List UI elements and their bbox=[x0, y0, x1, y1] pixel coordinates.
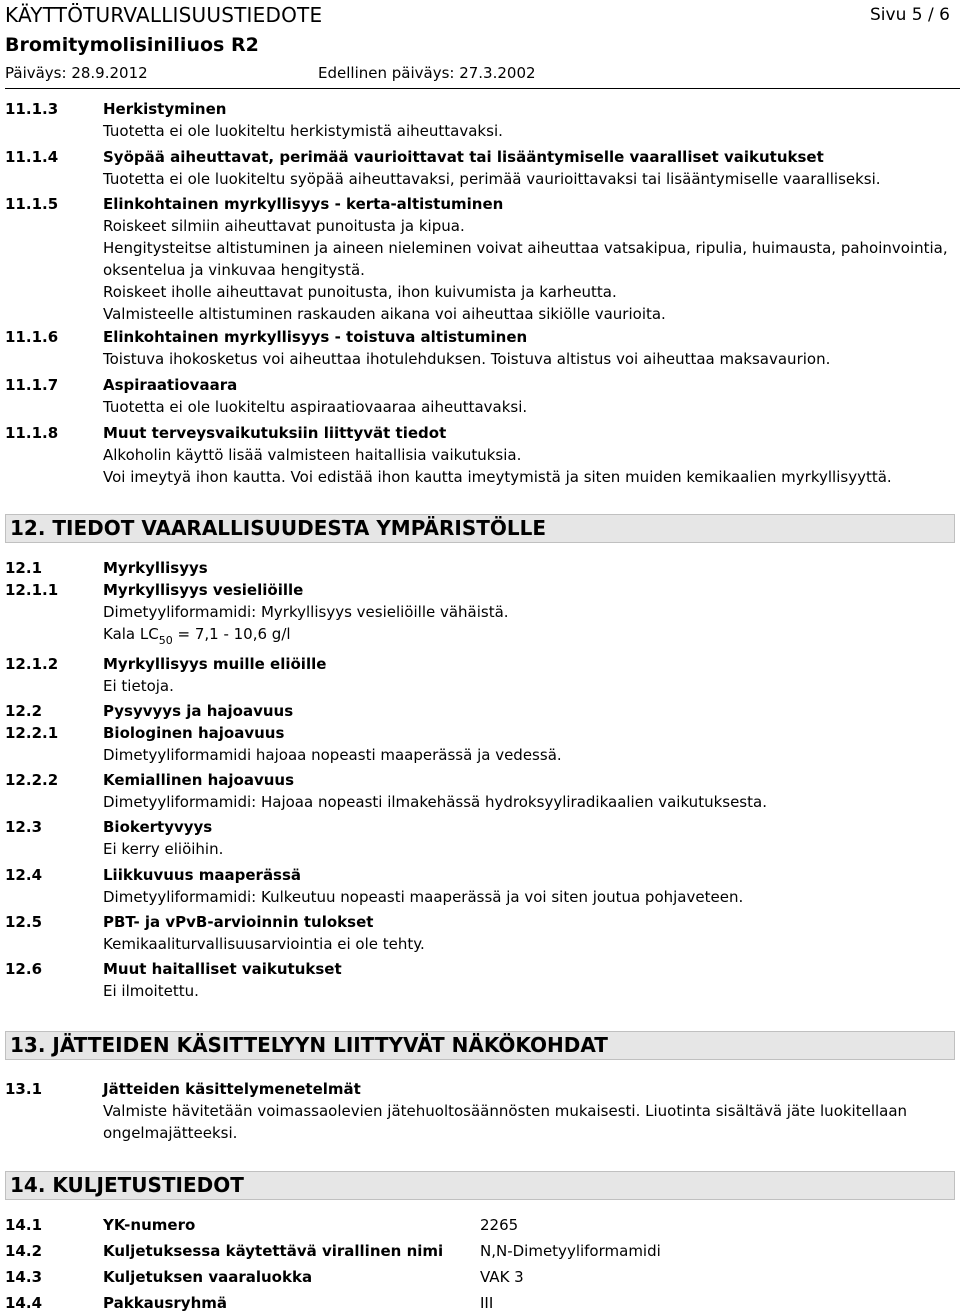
section-title: Myrkyllisyys muille eliöille bbox=[103, 655, 327, 673]
section-text: Dimetyyliformamidi: Myrkyllisyys vesieliöille vähäistä. bbox=[103, 603, 509, 621]
section-11-1-8 bbox=[5, 422, 956, 488]
section-text: Dimetyyliformamidi: Kulkeutuu nopeasti maaperässä ja voi siten joutua pohjaveteen. bbox=[103, 888, 744, 906]
section-12-5 bbox=[5, 911, 956, 955]
page-number: Sivu 5 / 6 bbox=[870, 5, 950, 25]
section-title: Biokertyvyys bbox=[103, 818, 213, 836]
section-13-1 bbox=[5, 1078, 956, 1144]
section-number: 12.6 bbox=[5, 960, 43, 978]
transport-value: 2265 bbox=[480, 1216, 519, 1234]
section-number: 11.1.6 bbox=[5, 328, 59, 346]
transport-number: 14.4 bbox=[5, 1294, 43, 1312]
section-12-heading: 12. TIEDOT VAARALLISUUDESTA YMPÄRISTÖLLE bbox=[5, 514, 955, 543]
transport-value: N,N-Dimetyyliformamidi bbox=[480, 1242, 661, 1260]
lc50-value bbox=[103, 623, 956, 647]
transport-value: VAK 3 bbox=[480, 1268, 524, 1286]
section-text: Tuotetta ei ole luokiteltu aspiraatiovaaraa aiheuttavaksi. bbox=[103, 398, 528, 416]
section-number: 11.1.3 bbox=[5, 100, 59, 118]
section-text: Kemikaaliturvallisuusarviointia ei ole tehty. bbox=[103, 935, 425, 953]
section-title: Liikkuvuus maaperässä bbox=[103, 866, 302, 884]
section-text: Roiskeet iholle aiheuttavat punoitusta, ihon kuivumista ja karheutta. bbox=[103, 283, 617, 301]
section-11-1-7 bbox=[5, 374, 956, 418]
section-12-6 bbox=[5, 958, 956, 1002]
section-text: Voi imeytyä ihon kautta. Voi edistää ihon kautta imeytymistä ja siten muiden kemikaalien myrkyllisyyttä. bbox=[103, 468, 892, 486]
section-title: Elinkohtainen myrkyllisyys - toistuva altistuminen bbox=[103, 328, 528, 346]
section-12-2-1 bbox=[5, 722, 956, 766]
lc-subscript: 50 bbox=[158, 634, 173, 647]
section-text: Tuotetta ei ole luokiteltu syöpää aiheuttavaksi, perimää vaurioittavaksi tai lisääntymiselle vaaralliseksi. bbox=[103, 170, 881, 188]
section-title: Kemiallinen hajoavuus bbox=[103, 771, 295, 789]
transport-label: Kuljetuksen vaaraluokka bbox=[103, 1268, 313, 1286]
section-12-3 bbox=[5, 816, 956, 860]
section-12-1-2 bbox=[5, 653, 956, 697]
section-title: Biologinen hajoavuus bbox=[103, 724, 285, 742]
transport-number: 14.3 bbox=[5, 1268, 43, 1286]
section-text: Valmisteelle altistuminen raskauden aikana voi aiheuttaa sikiölle vaurioita. bbox=[103, 305, 666, 323]
transport-label: Pakkausryhmä bbox=[103, 1294, 227, 1312]
transport-number: 14.1 bbox=[5, 1216, 43, 1234]
section-number: 11.1.7 bbox=[5, 376, 59, 394]
section-number: 11.1.8 bbox=[5, 424, 59, 442]
lc-prefix: Kala LC bbox=[103, 625, 159, 643]
section-title: Myrkyllisyys vesieliöille bbox=[103, 581, 304, 599]
previous-date: Edellinen päiväys: 27.3.2002 bbox=[318, 64, 536, 82]
section-number: 11.1.5 bbox=[5, 195, 59, 213]
section-11-1-6 bbox=[5, 326, 956, 370]
section-number: 12.4 bbox=[5, 866, 43, 884]
section-13-heading: 13. JÄTTEIDEN KÄSITTELYYN LIITTYVÄT NÄKÖKOHDAT bbox=[5, 1031, 955, 1060]
section-title: Herkistyminen bbox=[103, 100, 227, 118]
header-divider bbox=[5, 88, 960, 89]
section-text: Tuotetta ei ole luokiteltu herkistymistä aiheuttavaksi. bbox=[103, 122, 503, 140]
section-title: Aspiraatiovaara bbox=[103, 376, 238, 394]
section-number: 12.1 bbox=[5, 559, 43, 577]
section-12-2-2 bbox=[5, 769, 956, 813]
section-number: 12.1.2 bbox=[5, 655, 59, 673]
section-text: Ei kerry eliöihin. bbox=[103, 840, 224, 858]
section-number: 12.5 bbox=[5, 913, 43, 931]
section-title: Elinkohtainen myrkyllisyys - kerta-altistuminen bbox=[103, 195, 504, 213]
transport-value: III bbox=[480, 1294, 494, 1312]
lc-suffix: = 7,1 - 10,6 g/l bbox=[172, 625, 291, 643]
section-text: Ei ilmoitettu. bbox=[103, 982, 199, 1000]
transport-label: YK-numero bbox=[103, 1216, 196, 1234]
section-number: 12.3 bbox=[5, 818, 43, 836]
issue-date: Päiväys: 28.9.2012 bbox=[5, 64, 148, 82]
section-title: Syöpää aiheuttavat, perimää vaurioittavat tai lisääntymiselle vaaralliset vaikutukset bbox=[103, 148, 824, 166]
section-11-1-3 bbox=[5, 98, 956, 142]
section-title: Pysyvyys ja hajoavuus bbox=[103, 702, 294, 720]
section-text: Ei tietoja. bbox=[103, 677, 174, 695]
section-text: Valmiste hävitetään voimassaolevien jätehuoltosäännösten mukaisesti. Liuotinta sisältävä jäte luokitellaan ongelmajätteeksi. bbox=[103, 1102, 908, 1142]
section-12-2 bbox=[5, 700, 956, 722]
section-title: Muut terveysvaikutuksiin liittyvät tiedot bbox=[103, 424, 447, 442]
section-number: 12.2.1 bbox=[5, 724, 59, 742]
section-text: Hengitysteitse altistuminen ja aineen nieleminen voivat aiheuttaa vatsakipua, ripulia, huimausta, pahoinvointia, oksentelua ja vinkuvaa hengitystä. bbox=[103, 239, 948, 279]
document-type: KÄYTTÖTURVALLISUUSTIEDOTE bbox=[5, 3, 323, 27]
section-number: 11.1.4 bbox=[5, 148, 59, 166]
section-text: Dimetyyliformamidi hajoaa nopeasti maaperässä ja vedessä. bbox=[103, 746, 562, 764]
section-14-heading: 14. KULJETUSTIEDOT bbox=[5, 1171, 955, 1200]
section-text: Toistuva ihokosketus voi aiheuttaa ihotulehduksen. Toistuva altistus voi aiheuttaa maksavaurion. bbox=[103, 350, 831, 368]
section-number: 13.1 bbox=[5, 1080, 43, 1098]
section-number: 12.2 bbox=[5, 702, 43, 720]
section-number: 12.2.2 bbox=[5, 771, 59, 789]
section-12-1 bbox=[5, 557, 956, 579]
section-12-4 bbox=[5, 864, 956, 908]
section-12-1-1 bbox=[5, 579, 956, 647]
section-number: 12.1.1 bbox=[5, 581, 59, 599]
transport-number: 14.2 bbox=[5, 1242, 43, 1260]
section-11-1-4 bbox=[5, 146, 956, 190]
transport-label: Kuljetuksessa käytettävä virallinen nimi bbox=[103, 1242, 444, 1260]
section-title: Muut haitalliset vaikutukset bbox=[103, 960, 342, 978]
section-text: Dimetyyliformamidi: Hajoaa nopeasti ilmakehässä hydroksyyliradikaalien vaikutuksesta. bbox=[103, 793, 767, 811]
section-title: PBT- ja vPvB-arvioinnin tulokset bbox=[103, 913, 374, 931]
section-text: Roiskeet silmiin aiheuttavat punoitusta ja kipua. bbox=[103, 217, 465, 235]
section-11-1-5 bbox=[5, 193, 956, 325]
section-title: Jätteiden käsittelymenetelmät bbox=[103, 1080, 361, 1098]
product-name: Bromitymolisiniliuos R2 bbox=[5, 34, 259, 56]
section-title: Myrkyllisyys bbox=[103, 559, 208, 577]
section-text: Alkoholin käyttö lisää valmisteen haitallisia vaikutuksia. bbox=[103, 446, 522, 464]
